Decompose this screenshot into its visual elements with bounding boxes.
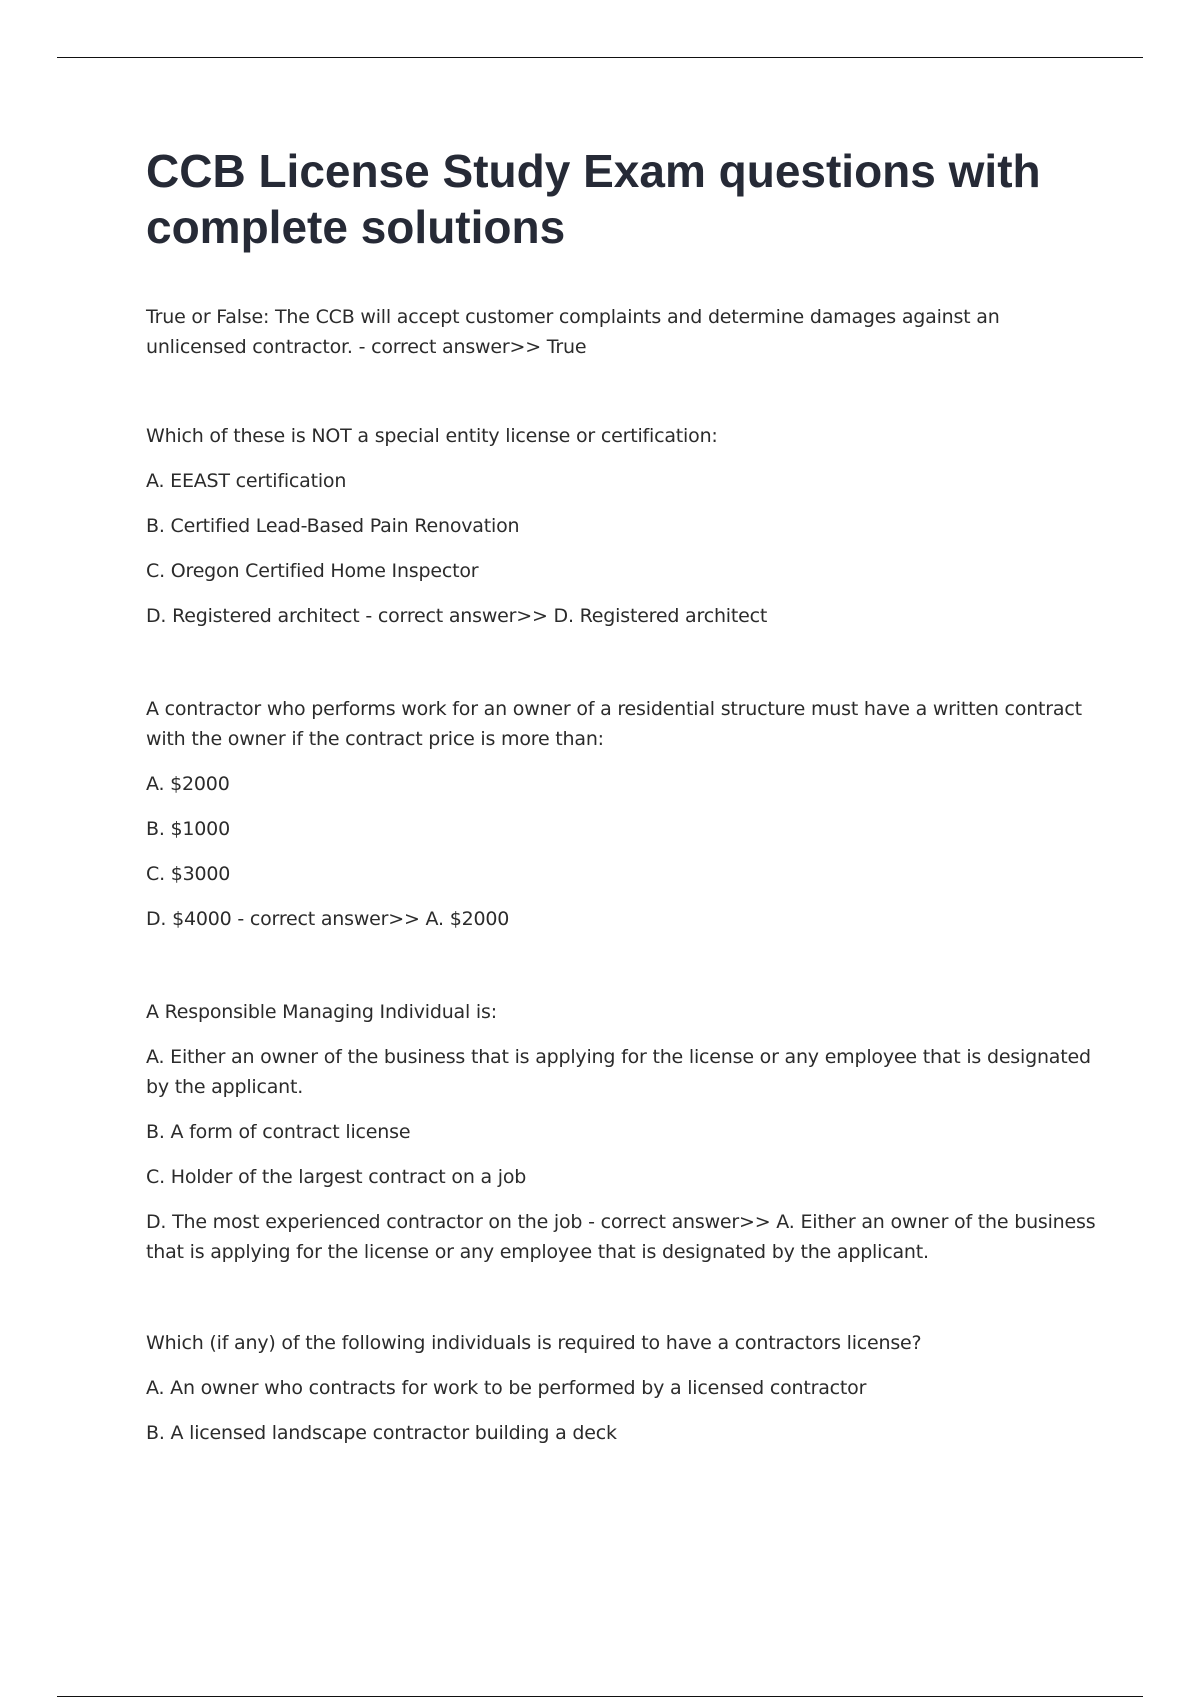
answer-option: C. Holder of the largest contract on a job	[146, 1166, 527, 1188]
answer-option: A. EEAST certification	[146, 470, 347, 492]
top-rule	[57, 57, 1143, 58]
question-text: Which (if any) of the following individuals is required to have a contractors license?	[146, 1332, 922, 1354]
document-title: CCB License Study Exam questions with complete solutions	[146, 145, 1041, 253]
answer-option: A. Either an owner of the business that is applying for the license or any employee that is designated by the applicant.	[146, 1046, 1091, 1098]
answer-option: B. A licensed landscape contractor building a deck	[146, 1422, 617, 1444]
question-block	[146, 694, 1096, 934]
answer-option: D. The most experienced contractor on the job - correct answer>> A. Either an owner of the business that is applying for the license or any employee that is designated by the applicant.	[146, 1211, 1096, 1263]
question-text: A contractor who performs work for an owner of a residential structure must have a written contract with the owner if the contract price is more than:	[146, 698, 1082, 750]
answer-option: B. Certified Lead-Based Pain Renovation	[146, 515, 520, 537]
answer-option: A. $2000	[146, 773, 230, 795]
question-block	[146, 1328, 1096, 1448]
question-text: True or False: The CCB will accept customer complaints and determine damages against an unlicensed contractor. - correct answer>> True	[146, 306, 1000, 358]
question-block	[146, 421, 1096, 631]
answer-option: D. Registered architect - correct answer>> D. Registered architect	[146, 605, 768, 627]
bottom-rule	[57, 1696, 1143, 1697]
answer-option: B. A form of contract license	[146, 1121, 411, 1143]
question-block	[146, 302, 1096, 362]
answer-option: C. Oregon Certified Home Inspector	[146, 560, 479, 582]
answer-option: D. $4000 - correct answer>> A. $2000	[146, 908, 510, 930]
question-text: A Responsible Managing Individual is:	[146, 1001, 497, 1023]
answer-option: B. $1000	[146, 818, 230, 840]
question-block	[146, 997, 1096, 1267]
question-text: Which of these is NOT a special entity license or certification:	[146, 425, 718, 447]
answer-option: A. An owner who contracts for work to be performed by a licensed contractor	[146, 1377, 867, 1399]
answer-option: C. $3000	[146, 863, 231, 885]
